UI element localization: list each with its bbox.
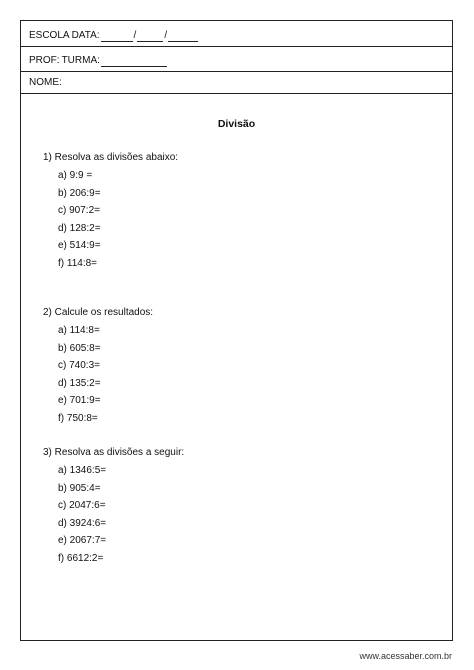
question-1-items	[58, 167, 178, 272]
footer-website: www.acessaber.com.br	[359, 651, 452, 661]
list-item: d) 128:2=	[58, 222, 101, 234]
question-1	[43, 151, 178, 272]
date-label: DATA:	[71, 30, 100, 41]
question-3-items	[58, 462, 184, 567]
question-1-heading: 1) Resolva as divisões abaixo:	[43, 152, 179, 163]
list-item: b) 905:4=	[58, 482, 101, 494]
list-item: e) 701:9=	[58, 395, 101, 406]
list-item: d) 3924:6=	[58, 517, 107, 529]
worksheet-title: Divisão	[217, 118, 256, 130]
worksheet-frame	[20, 20, 453, 641]
header-school-row	[29, 28, 444, 42]
date-separator-2: /	[164, 30, 168, 41]
list-item: f) 750:8=	[58, 412, 98, 424]
list-item: e) 2067:7=	[58, 535, 107, 546]
question-3	[43, 446, 184, 567]
list-item: f) 6612:2=	[58, 552, 104, 564]
list-item: c) 907:2=	[58, 205, 100, 216]
question-2-items	[58, 322, 153, 427]
list-item: b) 206:9=	[58, 187, 101, 199]
list-item: f) 114:8=	[58, 257, 98, 269]
list-item: a) 114:8=	[58, 325, 100, 336]
date-month-field[interactable]	[137, 30, 163, 42]
date-separator-1: /	[133, 30, 137, 41]
question-2	[43, 306, 153, 427]
date-year-field[interactable]	[168, 30, 198, 42]
class-label: TURMA:	[61, 55, 100, 66]
name-label: NOME:	[29, 77, 62, 88]
class-field[interactable]	[101, 55, 167, 67]
list-item: b) 605:8=	[58, 342, 101, 354]
list-item: e) 514:9=	[58, 240, 101, 251]
date-day-field[interactable]	[101, 30, 133, 42]
list-item: c) 740:3=	[58, 360, 100, 371]
list-item: a) 9:9 =	[58, 170, 93, 181]
list-item: a) 1346:5=	[58, 465, 107, 476]
header-name-row	[29, 75, 444, 89]
teacher-label: PROF:	[29, 55, 60, 66]
header-teacher-row	[29, 53, 444, 67]
header-divider-2	[21, 71, 452, 72]
header-divider-1	[21, 46, 452, 47]
list-item: d) 135:2=	[58, 377, 101, 389]
header-divider-3	[21, 93, 452, 94]
list-item: c) 2047:6=	[58, 500, 106, 511]
question-3-heading: 3) Resolva as divisões a seguir:	[43, 447, 185, 458]
school-label: ESCOLA	[29, 30, 70, 41]
question-2-heading: 2) Calcule os resultados:	[43, 307, 154, 318]
